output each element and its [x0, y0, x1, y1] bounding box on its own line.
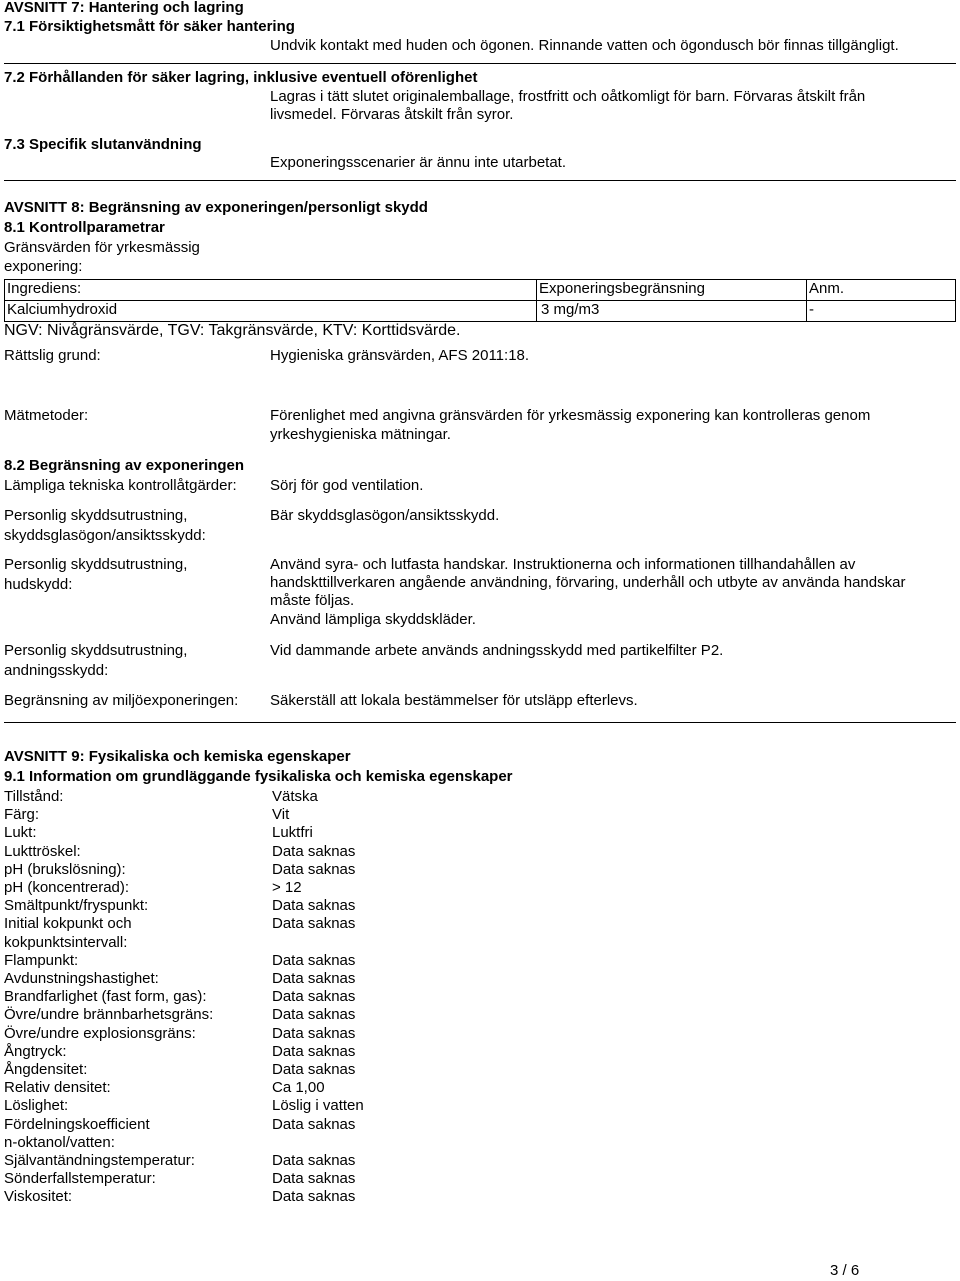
subsection-7-2-text-line-1: Lagras i tätt slutet originalemballage, frostfritt och oåtkomligt för barn. Förvaras åtskilt från — [270, 88, 866, 105]
property-row — [4, 1079, 604, 1097]
methods-label: Mätmetoder: — [4, 407, 89, 424]
property-row — [4, 879, 604, 897]
property-value: Data saknas — [272, 1042, 356, 1060]
property-row — [4, 861, 604, 879]
property-value: Data saknas — [272, 860, 356, 878]
property-label: Självantändningstemperatur: — [4, 1152, 195, 1169]
respiratory-protection-label-line-2: andningsskydd: — [4, 662, 109, 679]
property-label: Lukttröskel: — [4, 842, 81, 860]
subsection-9-1-heading: 9.1 Information om grundläggande fysikaliska och kemiska egenskaper — [4, 768, 513, 785]
property-value: Data saknas — [272, 1188, 356, 1206]
property-row — [4, 1043, 604, 1061]
property-label: Fördelningskoefficient — [4, 1115, 150, 1133]
technical-measures-value: Sörj för god ventilation. — [270, 477, 424, 494]
subsection-7-3-heading: 7.3 Specifik slutanvändning — [4, 136, 202, 153]
property-row — [4, 806, 604, 824]
section-8-title: AVSNITT 8: Begränsning av exponeringen/personligt skydd — [4, 199, 428, 216]
subsection-8-2-heading: 8.2 Begränsning av exponeringen — [4, 457, 245, 474]
methods-value-line-2: yrkeshygieniska mätningar. — [270, 426, 451, 443]
ngv-legend: NGV: Nivågränsvärde, TGV: Takgränsvärde, KTV: Korttidsvärde. — [4, 322, 461, 339]
divider-tick — [256, 722, 270, 723]
subsection-7-2-heading: 7.2 Förhållanden för säker lagring, inklusive eventuell oförenlighet — [4, 69, 478, 86]
property-label: Färg: — [4, 806, 40, 824]
legal-basis-label: Rättslig grund: — [4, 347, 101, 364]
property-value: Data saknas — [272, 970, 356, 987]
table-cell-limit: 3 mg/m3 — [537, 301, 807, 322]
property-label: Övre/undre brännbarhetsgräns: — [4, 1006, 214, 1024]
property-row — [4, 788, 604, 806]
property-row — [4, 970, 604, 988]
property-value: Data saknas — [272, 842, 356, 860]
property-row — [4, 843, 604, 861]
skin-protection-value-line-2: handskttillverkaren angående användning, förvaring, underhåll och utbyte av använda handskar — [270, 574, 906, 591]
property-label: Lukt: — [4, 824, 37, 842]
property-label: Sönderfallstemperatur: — [4, 1170, 156, 1188]
property-label: Initial kokpunkt och — [4, 915, 132, 933]
property-row — [4, 988, 604, 1006]
property-row — [4, 1006, 604, 1024]
exposure-limits-table — [4, 279, 956, 322]
property-label: Relativ densitet: — [4, 1079, 111, 1097]
property-row — [4, 1025, 604, 1043]
limits-label-line-2: exponering: — [4, 258, 83, 275]
table-row — [5, 301, 956, 322]
subsection-7-3-text: Exponeringsscenarier är ännu inte utarbetat. — [270, 154, 567, 171]
divider-tick — [256, 180, 270, 181]
section-7-title: AVSNITT 7: Hantering och lagring — [4, 0, 244, 16]
environmental-exposure-value: Säkerställ att lokala bestämmelser för utsläpp efterlevs. — [270, 692, 638, 709]
property-label: Löslighet: — [4, 1097, 69, 1115]
divider — [4, 63, 956, 64]
property-row — [4, 1097, 604, 1115]
divider — [4, 722, 956, 723]
skin-protection-value-line-3: måste följas. — [270, 592, 355, 609]
property-value: Data saknas — [272, 1170, 356, 1188]
methods-value-line-1: Förenlighet med angivna gränsvärden för yrkesmässig exponering kan kontrolleras genom — [270, 407, 871, 424]
property-label: Tillstånd: — [4, 788, 64, 805]
respiratory-protection-value: Vid dammande arbete används andningsskydd med partikelfilter P2. — [270, 642, 724, 659]
legal-basis-value: Hygieniska gränsvärden, AFS 2011:18. — [270, 347, 530, 364]
property-value: Data saknas — [272, 1152, 356, 1169]
property-label: Avdunstningshastighet: — [4, 970, 159, 987]
property-label: Ångtryck: — [4, 1042, 67, 1060]
property-value: Data saknas — [272, 1024, 356, 1042]
property-row — [4, 1170, 604, 1188]
skin-protection-value-line-1: Använd syra- och lutfasta handskar. Instruktionerna och informationen tillhandahållen av — [270, 556, 856, 573]
skin-protection-value-line-4: Använd lämpliga skyddskläder. — [270, 611, 476, 628]
property-label: Ångdensitet: — [4, 1061, 88, 1078]
property-row — [4, 1061, 604, 1079]
property-row — [4, 1116, 604, 1134]
divider-tick — [256, 63, 270, 64]
property-label: Brandfarlighet (fast form, gas): — [4, 988, 207, 1006]
property-value: Data saknas — [272, 988, 356, 1006]
subsection-7-1-heading: 7.1 Försiktighetsmått för säker hantering — [4, 18, 295, 35]
property-label: pH (brukslösning): — [4, 860, 126, 878]
property-label: Flampunkt: — [4, 951, 79, 969]
property-value: Data saknas — [272, 1006, 356, 1024]
environmental-exposure-label: Begränsning av miljöexponeringen: — [4, 692, 239, 709]
table-cell-ingredient: Kalciumhydroxid — [5, 301, 537, 322]
table-cell-note: - — [807, 301, 956, 322]
property-row — [4, 1134, 604, 1152]
divider — [4, 180, 956, 181]
property-value: Data saknas — [272, 915, 356, 933]
property-row — [4, 915, 604, 933]
property-row — [4, 897, 604, 915]
limits-label-line-1: Gränsvärden för yrkesmässig — [4, 239, 200, 256]
property-value: Luktfri — [272, 824, 313, 842]
property-value: Data saknas — [272, 951, 356, 969]
eye-protection-value: Bär skyddsglasögon/ansiktsskydd. — [270, 507, 500, 524]
property-row — [4, 1188, 604, 1206]
eye-protection-label-line-1: Personlig skyddsutrustning, — [4, 507, 188, 524]
skin-protection-label-line-2: hudskydd: — [4, 576, 73, 593]
property-label: kokpunktsintervall: — [4, 933, 128, 951]
property-value: Löslig i vatten — [272, 1097, 364, 1115]
subsection-7-1-text: Undvik kontakt med huden och ögonen. Rinnande vatten och ögondusch bör finnas tillgängligt. — [270, 37, 899, 54]
property-value: Data saknas — [272, 1115, 356, 1133]
property-row — [4, 934, 604, 952]
table-header-row — [5, 280, 956, 301]
property-label: Viskositet: — [4, 1188, 73, 1206]
property-value: Ca 1,00 — [272, 1079, 325, 1097]
property-label: Smältpunkt/fryspunkt: — [4, 897, 149, 915]
page-number: 3 / 6 — [830, 1262, 860, 1279]
property-row — [4, 1152, 604, 1170]
property-value: Data saknas — [272, 897, 356, 915]
table-header-ingredient: Ingrediens: — [5, 280, 537, 301]
property-row — [4, 952, 604, 970]
subsection-7-2-text-line-2: livsmedel. Förvaras åtskilt från syror. — [270, 106, 514, 123]
section-9-title: AVSNITT 9: Fysikaliska och kemiska egenskaper — [4, 748, 351, 765]
eye-protection-label-line-2: skyddsglasögon/ansiktsskydd: — [4, 527, 206, 544]
property-value: > 12 — [272, 879, 302, 896]
property-label: pH (koncentrerad): — [4, 879, 130, 896]
table-header-limit: Exponeringsbegränsning — [537, 280, 807, 301]
skin-protection-label-line-1: Personlig skyddsutrustning, — [4, 556, 188, 573]
technical-measures-label: Lämpliga tekniska kontrollåtgärder: — [4, 477, 237, 494]
property-value: Vit — [272, 806, 290, 824]
property-label: n-oktanol/vatten: — [4, 1133, 115, 1151]
table-header-note: Anm. — [807, 280, 956, 301]
property-value: Vätska — [272, 788, 318, 805]
property-value: Data saknas — [272, 1061, 356, 1078]
property-label: Övre/undre explosionsgräns: — [4, 1024, 196, 1042]
property-row — [4, 824, 604, 842]
respiratory-protection-label-line-1: Personlig skyddsutrustning, — [4, 642, 188, 659]
subsection-8-1-heading: 8.1 Kontrollparametrar — [4, 219, 165, 236]
